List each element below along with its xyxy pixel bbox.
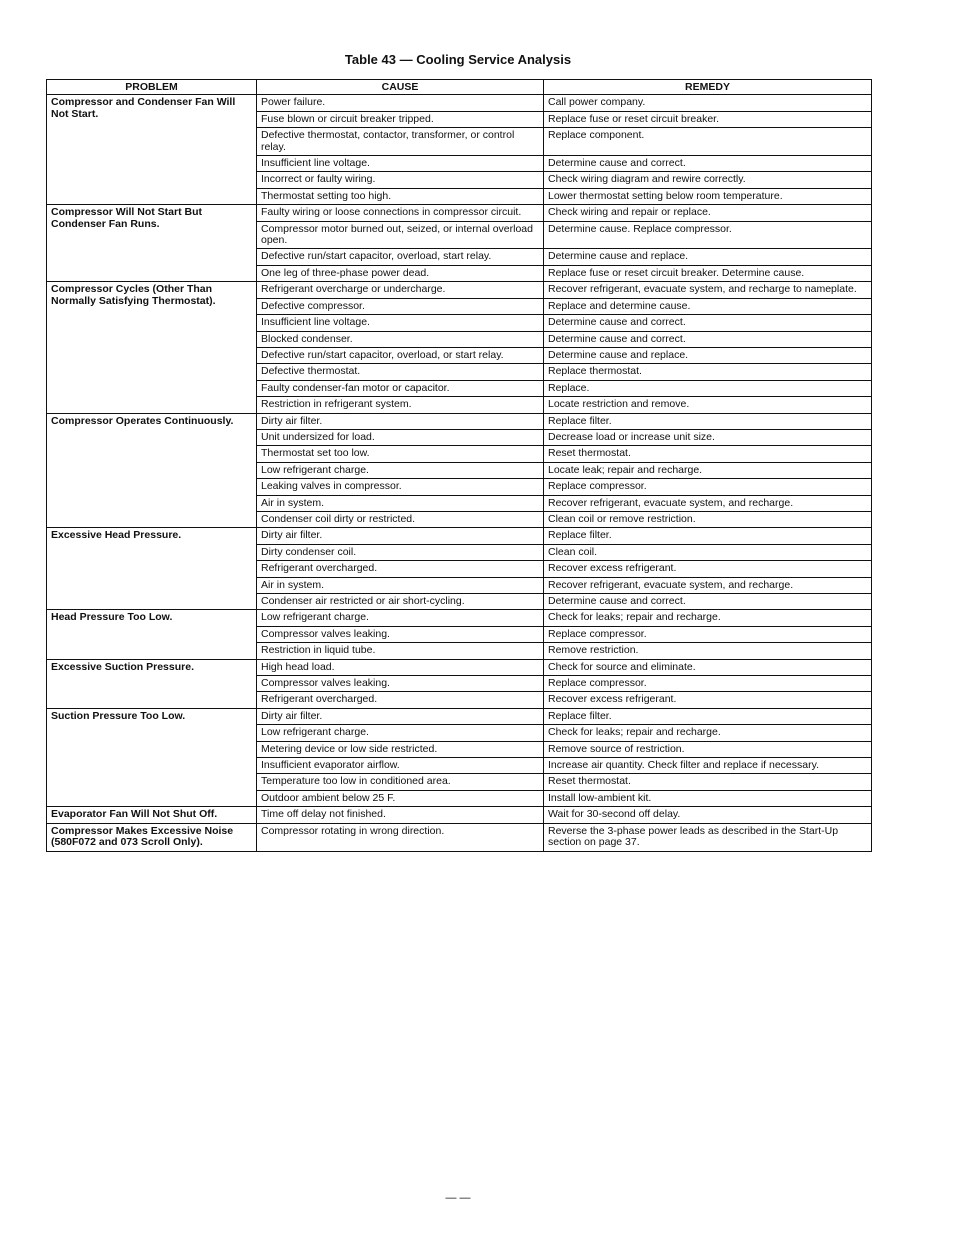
table-row	[47, 95, 872, 111]
remedy-cell: Determine cause and correct.	[544, 594, 872, 610]
header-cause: CAUSE	[257, 80, 544, 95]
problem-cell: Head Pressure Too Low.	[47, 610, 257, 659]
remedy-cell: Determine cause and replace.	[544, 347, 872, 363]
cause-cell: Compressor valves leaking.	[257, 676, 544, 692]
remedy-cell: Recover refrigerant, evacuate system, and recharge.	[544, 577, 872, 593]
table-row	[47, 528, 872, 544]
table-row	[47, 807, 872, 823]
table-header-row	[47, 80, 872, 95]
problem-cell: Suction Pressure Too Low.	[47, 708, 257, 806]
problem-cell: Excessive Head Pressure.	[47, 528, 257, 610]
cause-cell: Metering device or low side restricted.	[257, 741, 544, 757]
table-row	[47, 659, 872, 675]
remedy-cell: Check for leaks; repair and recharge.	[544, 610, 872, 626]
cause-cell: Restriction in liquid tube.	[257, 643, 544, 659]
table-row	[47, 413, 872, 429]
cause-cell: Dirty air filter.	[257, 528, 544, 544]
table-row	[47, 708, 872, 724]
cause-cell: Power failure.	[257, 95, 544, 111]
cause-cell: Condenser coil dirty or restricted.	[257, 511, 544, 527]
header-remedy: REMEDY	[544, 80, 872, 95]
cause-cell: Temperature too low in conditioned area.	[257, 774, 544, 790]
remedy-cell: Check wiring and repair or replace.	[544, 205, 872, 221]
cause-cell: Unit undersized for load.	[257, 429, 544, 445]
remedy-cell: Determine cause. Replace compressor.	[544, 221, 872, 249]
remedy-cell: Determine cause and correct.	[544, 315, 872, 331]
remedy-cell: Replace filter.	[544, 528, 872, 544]
cause-cell: Air in system.	[257, 495, 544, 511]
table-row	[47, 282, 872, 298]
cause-cell: Defective run/start capacitor, overload, or start relay.	[257, 347, 544, 363]
remedy-cell: Reset thermostat.	[544, 446, 872, 462]
remedy-cell: Recover excess refrigerant.	[544, 692, 872, 708]
remedy-cell: Reverse the 3-phase power leads as described in the Start-Up section on page 37.	[544, 823, 872, 851]
cause-cell: Low refrigerant charge.	[257, 725, 544, 741]
cause-cell: Faulty condenser-fan motor or capacitor.	[257, 380, 544, 396]
remedy-cell: Replace compressor.	[544, 479, 872, 495]
cause-cell: Defective thermostat.	[257, 364, 544, 380]
cause-cell: Insufficient line voltage.	[257, 315, 544, 331]
cause-cell: Dirty condenser coil.	[257, 544, 544, 560]
remedy-cell: Replace.	[544, 380, 872, 396]
cause-cell: Dirty air filter.	[257, 413, 544, 429]
remedy-cell: Remove restriction.	[544, 643, 872, 659]
problem-cell: Evaporator Fan Will Not Shut Off.	[47, 807, 257, 823]
problem-cell: Compressor Cycles (Other Than Normally Satisfying Thermostat).	[47, 282, 257, 413]
page-footer: — —	[445, 1192, 471, 1204]
problem-cell: Compressor Will Not Start But Condenser Fan Runs.	[47, 205, 257, 282]
cause-cell: Insufficient line voltage.	[257, 156, 544, 172]
remedy-cell: Locate leak; repair and recharge.	[544, 462, 872, 478]
cause-cell: Refrigerant overcharged.	[257, 561, 544, 577]
cause-cell: Leaking valves in compressor.	[257, 479, 544, 495]
cause-cell: Refrigerant overcharge or undercharge.	[257, 282, 544, 298]
remedy-cell: Check wiring diagram and rewire correctly.	[544, 172, 872, 188]
remedy-cell: Reset thermostat.	[544, 774, 872, 790]
cause-cell: Restriction in refrigerant system.	[257, 397, 544, 413]
header-problem: PROBLEM	[47, 80, 257, 95]
remedy-cell: Clean coil.	[544, 544, 872, 560]
remedy-cell: Determine cause and correct.	[544, 331, 872, 347]
problem-cell: Compressor and Condenser Fan Will Not Start.	[47, 95, 257, 205]
problem-cell: Compressor Makes Excessive Noise (580F072 and 073 Scroll Only).	[47, 823, 257, 851]
remedy-cell: Recover refrigerant, evacuate system, and recharge.	[544, 495, 872, 511]
problem-cell: Excessive Suction Pressure.	[47, 659, 257, 708]
remedy-cell: Locate restriction and remove.	[544, 397, 872, 413]
table-row	[47, 610, 872, 626]
cause-cell: Faulty wiring or loose connections in compressor circuit.	[257, 205, 544, 221]
cause-cell: Low refrigerant charge.	[257, 610, 544, 626]
remedy-cell: Check for source and eliminate.	[544, 659, 872, 675]
cause-cell: Thermostat set too low.	[257, 446, 544, 462]
remedy-cell: Lower thermostat setting below room temperature.	[544, 188, 872, 204]
remedy-cell: Wait for 30-second off delay.	[544, 807, 872, 823]
remedy-cell: Replace fuse or reset circuit breaker.	[544, 111, 872, 127]
cause-cell: Defective thermostat, contactor, transformer, or control relay.	[257, 128, 544, 156]
table-title: Table 43 — Cooling Service Analysis	[344, 52, 572, 67]
remedy-cell: Clean coil or remove restriction.	[544, 511, 872, 527]
remedy-cell: Increase air quantity. Check filter and replace if necessary.	[544, 758, 872, 774]
remedy-cell: Replace compressor.	[544, 626, 872, 642]
cause-cell: Compressor valves leaking.	[257, 626, 544, 642]
cause-cell: Compressor rotating in wrong direction.	[257, 823, 544, 851]
remedy-cell: Replace compressor.	[544, 676, 872, 692]
cause-cell: High head load.	[257, 659, 544, 675]
cause-cell: Refrigerant overcharged.	[257, 692, 544, 708]
remedy-cell: Check for leaks; repair and recharge.	[544, 725, 872, 741]
cause-cell: Blocked condenser.	[257, 331, 544, 347]
remedy-cell: Recover excess refrigerant.	[544, 561, 872, 577]
remedy-cell: Replace filter.	[544, 413, 872, 429]
table-body	[47, 95, 872, 851]
cooling-service-analysis-table	[46, 79, 872, 852]
remedy-cell: Decrease load or increase unit size.	[544, 429, 872, 445]
cause-cell: Air in system.	[257, 577, 544, 593]
cause-cell: Time off delay not finished.	[257, 807, 544, 823]
cause-cell: Defective compressor.	[257, 298, 544, 314]
table-row	[47, 823, 872, 851]
problem-cell: Compressor Operates Continuously.	[47, 413, 257, 528]
cause-cell: Dirty air filter.	[257, 708, 544, 724]
remedy-cell: Replace filter.	[544, 708, 872, 724]
cause-cell: Compressor motor burned out, seized, or internal overload open.	[257, 221, 544, 249]
remedy-cell: Replace thermostat.	[544, 364, 872, 380]
remedy-cell: Replace fuse or reset circuit breaker. Determine cause.	[544, 265, 872, 281]
cause-cell: Thermostat setting too high.	[257, 188, 544, 204]
remedy-cell: Replace and determine cause.	[544, 298, 872, 314]
table-row	[47, 205, 872, 221]
cause-cell: Fuse blown or circuit breaker tripped.	[257, 111, 544, 127]
cause-cell: Condenser air restricted or air short-cycling.	[257, 594, 544, 610]
remedy-cell: Remove source of restriction.	[544, 741, 872, 757]
cause-cell: Defective run/start capacitor, overload, start relay.	[257, 249, 544, 265]
cause-cell: One leg of three-phase power dead.	[257, 265, 544, 281]
remedy-cell: Determine cause and correct.	[544, 156, 872, 172]
cause-cell: Insufficient evaporator airflow.	[257, 758, 544, 774]
remedy-cell: Determine cause and replace.	[544, 249, 872, 265]
remedy-cell: Install low-ambient kit.	[544, 790, 872, 806]
cause-cell: Outdoor ambient below 25 F.	[257, 790, 544, 806]
remedy-cell: Replace component.	[544, 128, 872, 156]
cause-cell: Incorrect or faulty wiring.	[257, 172, 544, 188]
remedy-cell: Recover refrigerant, evacuate system, and recharge to nameplate.	[544, 282, 872, 298]
remedy-cell: Call power company.	[544, 95, 872, 111]
cause-cell: Low refrigerant charge.	[257, 462, 544, 478]
